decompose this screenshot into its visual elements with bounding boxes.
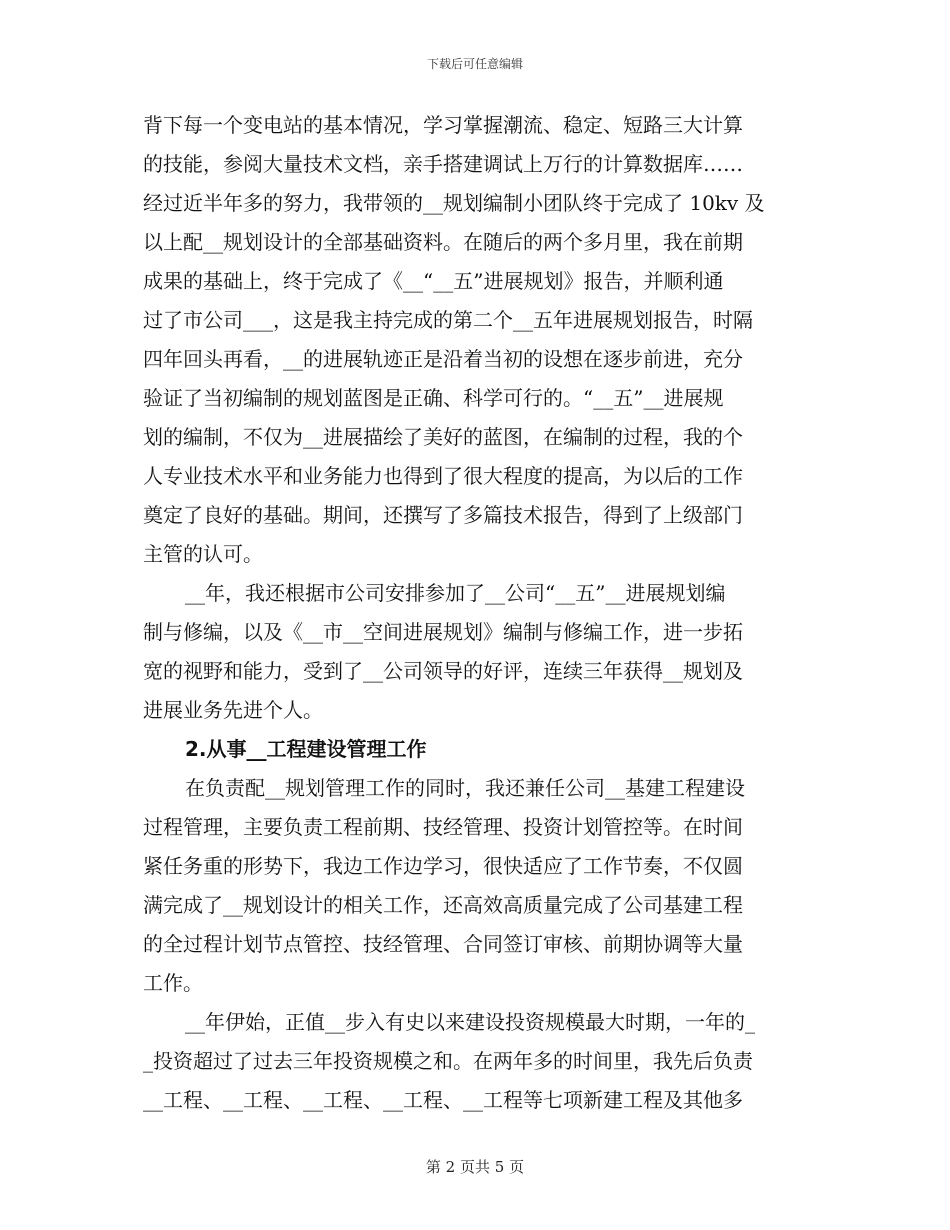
page-footer: 第 2 页共 5 页	[425, 1158, 525, 1176]
paragraph-line: 宽的视野和能力，受到了__公司领导的好评，连续三年获得__规划及	[143, 659, 743, 683]
paragraph-line: 主管的认可。	[143, 542, 263, 566]
paragraph-line: 过程管理，主要负责工程前期、技经管理、投资计划管控等。在时间	[143, 815, 743, 839]
paragraph-line: 奠定了良好的基础。期间，还撰写了多篇技术报告，得到了上级部门	[143, 503, 743, 527]
page-header: 下载后可任意编辑	[426, 57, 523, 71]
paragraph-line: 人专业技术水平和业务能力也得到了很大程度的提高，为以后的工作	[143, 464, 743, 488]
paragraph-line: 进展业务先进个人。	[143, 698, 323, 722]
paragraph-line: 验证了当初编制的规划蓝图是正确、科学可行的。“__五”__进展规	[143, 386, 724, 410]
paragraph-line: 成果的基础上，终于完成了《__“__五”进展规划》报告，并顺利通	[143, 269, 724, 293]
paragraph-line: 四年回头再看，__的进展轨迹正是沿着当初的设想在逐步前进，充分	[143, 347, 743, 371]
paragraph-line: 紧任务重的形势下，我边工作边学习，很快适应了工作节奏，不仅圆	[143, 854, 743, 878]
paragraph-line: _投资超过了过去三年投资规模之和。在两年多的时间里，我先后负责	[143, 1049, 753, 1073]
paragraph-line: 背下每一个变电站的基本情况，学习掌握潮流、稳定、短路三大计算	[143, 113, 743, 137]
paragraph-line: __年伊始，正值__步入有史以来建设投资规模最大时期，一年的_	[185, 1010, 755, 1034]
paragraph-line: 满完成了__规划设计的相关工作，还高效高质量完成了公司基建工程	[143, 893, 743, 917]
paragraph-line: 在负责配__规划管理工作的同时，我还兼任公司__基建工程建设	[185, 776, 745, 800]
paragraph-line: 工作。	[143, 971, 203, 995]
paragraph-line: 过了市公司___，这是我主持完成的第二个__五年进展规划报告，时隔	[143, 308, 753, 332]
paragraph-line: __工程、__工程、__工程、__工程、__工程等七项新建工程及其他多	[143, 1088, 743, 1112]
paragraph-line: 经过近半年多的努力，我带领的__规划编制小团队终于完成了 10kv 及	[143, 191, 765, 215]
paragraph-line: __年，我还根据市公司安排参加了__公司“__五”__进展规划编	[185, 581, 726, 605]
paragraph-line: 划的编制，不仅为__进展描绘了美好的蓝图，在编制的过程，我的个	[143, 425, 743, 449]
section-heading: 2.从事__工程建设管理工作	[185, 737, 427, 761]
paragraph-line: 的技能，参阅大量技术文档，亲手搭建调试上万行的计算数据库……	[143, 152, 743, 176]
paragraph-line: 以上配__规划设计的全部基础资料。在随后的两个多月里，我在前期	[143, 230, 743, 254]
paragraph-line: 制与修编，以及《__市__空间进展规划》编制与修编工作，进一步拓	[143, 620, 743, 644]
document-body	[143, 106, 803, 1120]
paragraph-line: 的全过程计划节点管控、技经管理、合同签订审核、前期协调等大量	[143, 932, 743, 956]
